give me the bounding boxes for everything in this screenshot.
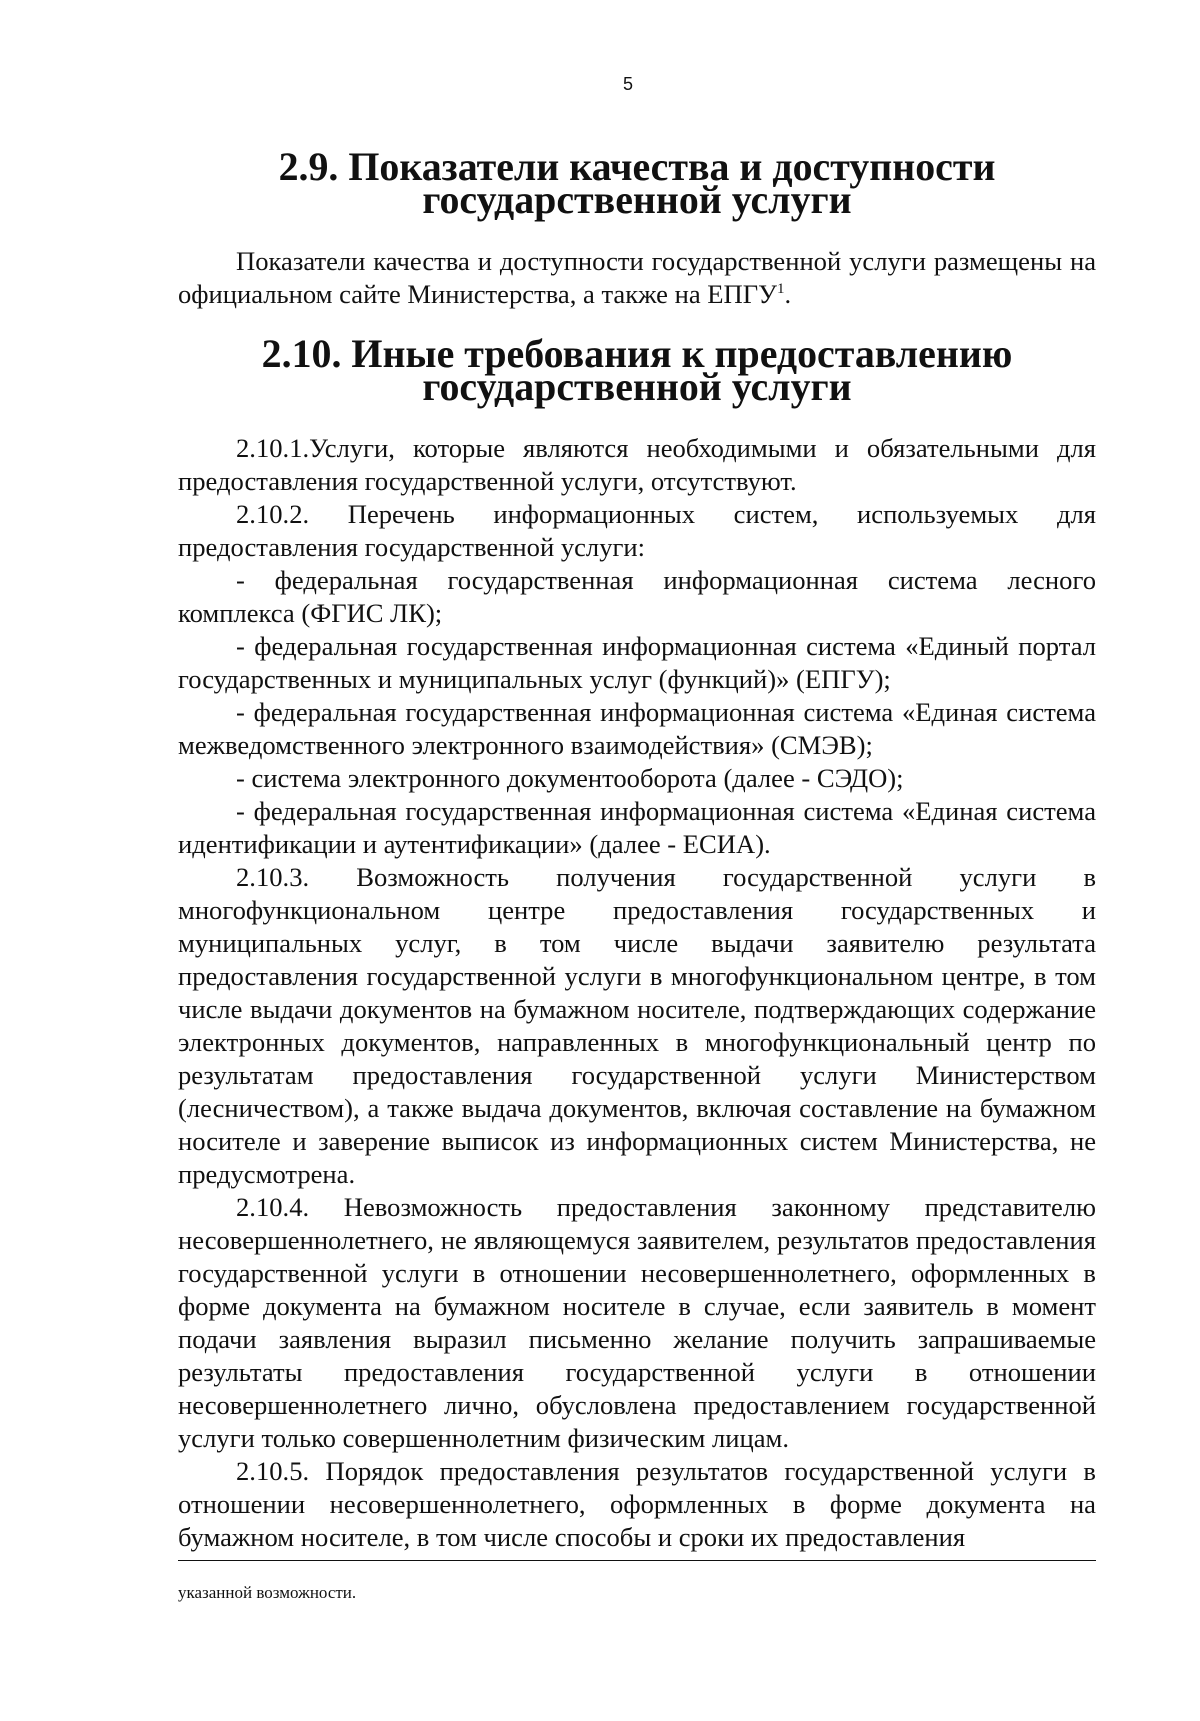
paragraph-2-10-1: 2.10.1.Услуги, которые являются необходимыми и обязательными для предоставления государственной услуги, отсутствуют. xyxy=(178,433,1096,496)
paragraph-2-10-5: 2.10.5. Порядок предоставления результатов государственной услуги в отношении несовершеннолетнего, оформленных в форме документа на бумажном носителе, в том числе способы и сроки их предоставления xyxy=(178,1456,1096,1552)
paragraph-2-10-4: 2.10.4. Невозможность предоставления законному представителю несовершеннолетнего, не являющемуся заявителем, результатов предоставления государственной услуги в отношении несовершеннолетнего, оформленных в форме документа на бумажном носителе в случае, если заявитель в момент подачи заявления выразил письменно желание получить запрашиваемые результаты предоставления государственной услуги в отношении несовершеннолетнего лично, обусловлена предоставлением государственной услуги только совершеннолетним физическим лицам. xyxy=(178,1192,1096,1453)
paragraph-2-10-3: 2.10.3. Возможность получения государственной услуги в многофункциональном центре предоставления государственных и муниципальных услуг, в том числе выдачи заявителю результата предоставления государственной услуги в многофункциональном центре, в том числе выдачи документов на бумажном носителе, подтверждающих содержание электронных документов, направленных в многофункциональный центр по результатам предоставления государственной услуги Министерством (лесничеством), а также выдача документов, включая составление на бумажном носителе и заверение выписок из информационных систем Министерства, не предусмотрена. xyxy=(178,862,1096,1189)
section-2-10-heading: 2.10. Иные требования к предоставлению государственной услуги xyxy=(261,331,1013,409)
footnote-reference[interactable]: 1 xyxy=(776,281,785,298)
list-item-epgu: - федеральная государственная информационная система «Единый портал государственных и муниципальных услуг (функций)» (ЕПГУ); xyxy=(178,631,1096,694)
footnote-divider xyxy=(178,1560,1096,1561)
footnote-text: указанной возможности. xyxy=(178,1583,357,1602)
document-body xyxy=(178,144,1096,1554)
page-number: 5 xyxy=(622,74,633,94)
section-2-9-paragraph xyxy=(178,245,1096,311)
list-item-sedo: - система электронного документооборота (далее - СЭДО); xyxy=(236,763,904,793)
paragraph-2-10-2: 2.10.2. Перечень информационных систем, используемых для предоставления государственной услуги: xyxy=(178,499,1096,562)
list-item-fgis-lk: - федеральная государственная информационная система лесного комплекса (ФГИС ЛК); xyxy=(178,565,1096,628)
list-item-smev: - федеральная государственная информационная система «Единая система межведомственного электронного взаимодействия» (СМЭВ); xyxy=(178,697,1096,760)
section-2-9-paragraph-text: Показатели качества и доступности государственной услуги размещены на официальном сайте Министерства, а также на ЕПГУ xyxy=(178,246,1096,309)
section-2-9-heading: 2.9. Показатели качества и доступности государственной услуги xyxy=(278,144,996,222)
list-item-esia: - федеральная государственная информационная система «Единая система идентификации и аутентификации» (далее - ЕСИА). xyxy=(178,796,1096,859)
section-2-9-paragraph-end: . xyxy=(784,279,792,309)
